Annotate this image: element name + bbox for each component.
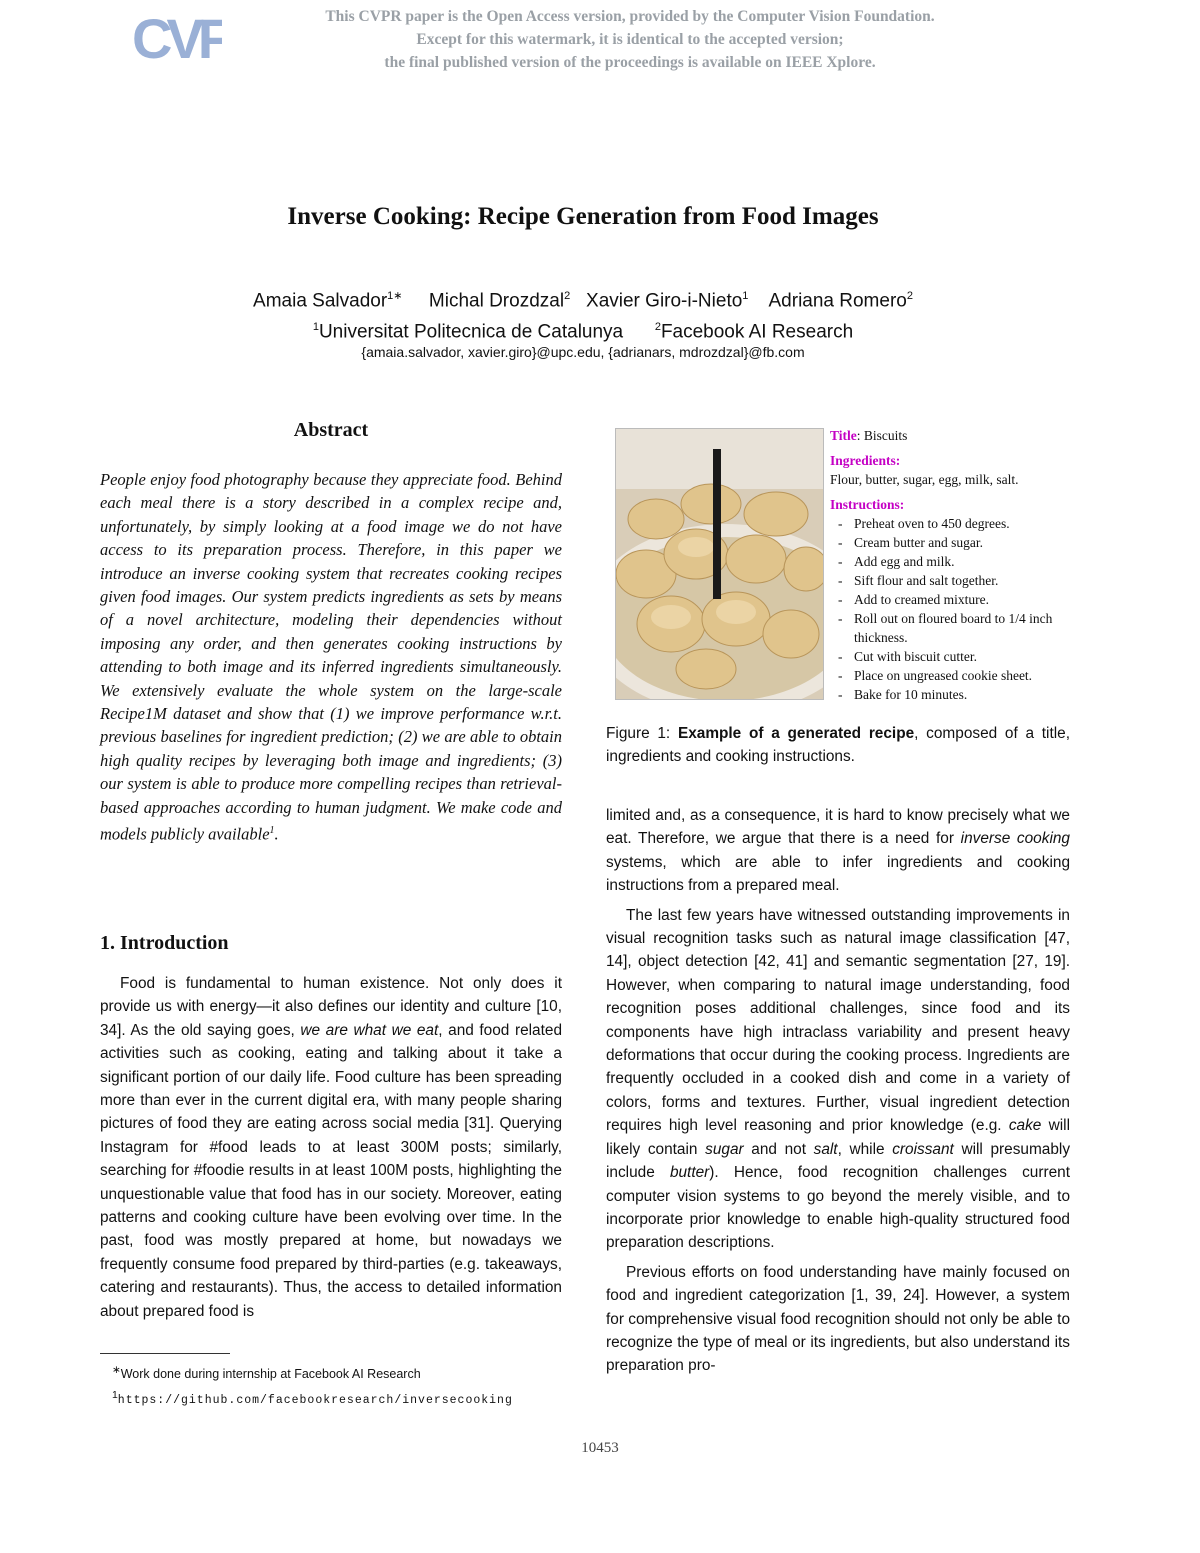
author-block — [0, 283, 1166, 346]
recipe-instructions — [830, 514, 1070, 704]
list-item: - Cut with biscuit cutter. — [830, 647, 1070, 666]
watermark-line: This CVPR paper is the Open Access version, provided by the Computer Vision Foundation. — [325, 8, 935, 25]
affiliation-sup: 2 — [654, 321, 661, 334]
affiliation-sup: 1 — [312, 321, 319, 334]
text-run: and not — [743, 1140, 814, 1158]
list-item: - Place on ungreased cookie sheet. — [830, 666, 1070, 685]
recipe-title: : Biscuits — [856, 428, 908, 443]
emphasis: inverse cooking — [960, 830, 1070, 848]
footnote — [112, 1385, 572, 1411]
caption-label: Figure 1: — [606, 725, 678, 742]
cvf-logo — [132, 8, 222, 68]
emphasis: sugar — [705, 1140, 744, 1158]
list-item: - Roll out on floured board to 1/4 inch thickness. — [830, 609, 1070, 647]
watermark-line: Except for this watermark, it is identical to the accepted version; — [416, 31, 844, 48]
text-run: limited and, as a consequence, it is hard to know precisely what we eat. Therefore, we argue that there is a need for — [606, 807, 1070, 848]
author-name: Adriana Romero — [768, 290, 907, 312]
right-column-text — [606, 804, 1070, 1384]
text-run: , and food related activities such as cooking, eating and talking about it take a significant portion of our daily life. Food culture has been spreading more than ever in the current digital era, with many people sharing pictures of food they are eating across social media [31]. Querying Instagram for #food leads to at least 300M posts; similarly, searching for #foodie results in at least 100M posts, highlighting the unquestionable value that food has in our society. Moreover, eating patterns and cooking culture have been evolving over time. In the past, food was mostly prepared at home, but nowadays we frequently consume food prepared by third-parties (e.g. takeaways, catering and restaurants). Thus, the access to detailed information about prepared food is — [100, 1021, 563, 1320]
text-run: will likely contain — [606, 1117, 1070, 1158]
paragraph — [606, 904, 1070, 1255]
emphasis: butter — [669, 1164, 710, 1182]
caption-text: , composed of a title, ingredients and cooking instructions. — [606, 725, 1071, 766]
affiliation-name: Facebook AI Research — [660, 321, 854, 343]
text-run: The last few years have witnessed outstanding improvements in visual recognition tasks such as natural image classification [47, 14], object detection [42, 41] and semantic segmentation [27, 19]. However, when comparing to natural image understanding, food recognition poses additional challenges, since food and its components have high intraclass variability and present heavy deformations that occur during the cooking process. Ingredients are frequently occluded in a cooked dish and come in a variety of colors, forms and textures. Further, visual ingredient detection requires high level reasoning and prior knowledge (e.g. — [606, 906, 1070, 1135]
footnote-mark: 1 — [112, 1390, 118, 1402]
affiliation-list — [0, 314, 1166, 345]
text-run: , while — [837, 1140, 893, 1158]
emphasis: croissant — [892, 1140, 954, 1158]
text-run: Food is fundamental to human existence. Not only does it provide us with energy—it also defines our identity and culture [10, 34]. As the old saying goes, — [100, 975, 562, 1039]
food-photo — [615, 428, 824, 700]
generated-recipe — [830, 426, 1070, 704]
text-run: will presumably include — [606, 1140, 1071, 1182]
recipe-label: Instructions: — [830, 497, 905, 512]
footnote — [112, 1360, 572, 1385]
intro-text — [100, 972, 562, 1323]
text-run: ). Hence, food recognition challenges current computer vision systems to go beyond the merely visible, and to incorporate prior knowledge to enable high-quality structured food preparation descriptions. — [606, 1164, 1070, 1252]
author-name: Michal Drozdzal — [428, 290, 565, 312]
recipe-label: Ingredients: — [830, 453, 901, 468]
list-item: - Sift flour and salt together. — [830, 571, 1070, 590]
page-number: 10453 — [581, 1440, 619, 1456]
abstract-body: People enjoy food photography because they appreciate food. Behind each meal there is a story described in a complex recipe and, unfortunately, by simply looking at a food image we do not have access to its preparation process. Therefore, in this paper we introduce an inverse cooking system that recreates cooking recipes given food images. Our system predicts ingredients as sets by means of a novel architecture, modeling their dependencies without imposing any order, and then generates cooking instructions by attending to both image and its inferred ingredients simultaneously. We extensively evaluate the whole system on the large-scale Recipe1M dataset and show that (1) we improve performance w.r.t. previous baselines for ingredient prediction; (2) we are able to obtain high quality recipes by leveraging both image and ingredients; (3) our system is able to produce more compelling recipes than retrieval-based approaches according to human judgment. We make code and models publicly available — [100, 470, 562, 844]
footnote-mark: ∗ — [112, 1365, 121, 1376]
food-photo-icon — [616, 429, 823, 699]
paragraph: Previous efforts on food understanding have mainly focused on food and ingredient categorization [1, 39, 24]. However, a system for comprehensive visual food recognition should not only be able to recognize the type of meal or its ingredients, but also understand its preparation pro- — [606, 1263, 1070, 1375]
caption-bold: Example of a generated recipe — [677, 725, 915, 742]
list-item: - Preheat oven to 450 degrees. — [830, 514, 1070, 533]
recipe-label: Title — [830, 428, 857, 443]
watermark-line: the final published version of the proceedings is available on IEEE Xplore. — [384, 54, 876, 71]
author-list — [0, 283, 1166, 314]
section-heading: 1. Introduction — [100, 932, 229, 954]
list-item: - Cream butter and sugar. — [830, 533, 1070, 552]
svg-text:CVF: CVF — [132, 8, 222, 68]
author-sup: 1 — [742, 290, 749, 302]
figure-caption — [606, 722, 1070, 769]
text-run: systems, which are able to infer ingredients and cooking instructions from a prepared meal. — [606, 853, 1070, 895]
author-name: Amaia Salvador — [253, 290, 388, 312]
author-emails: {amaia.salvador, xavier.giro}@upc.edu, {adrianars, mdrozdzal}@fb.com — [361, 344, 805, 360]
recipe-title-row — [830, 426, 1070, 445]
cvf-logo-icon — [132, 8, 222, 68]
recipe-ingredients: Flour, butter, sugar, egg, milk, salt. — [830, 472, 1019, 487]
author-name: Xavier Giro-i-Nieto — [586, 290, 743, 312]
footnote-text: Work done during internship at Facebook AI Research — [120, 1367, 421, 1382]
author-sup: 2 — [906, 290, 913, 302]
footnote-link[interactable]: https://github.com/facebookresearch/inversecooking — [117, 1394, 513, 1408]
abstract-end: . — [274, 824, 279, 844]
watermark — [250, 5, 1010, 74]
abstract-text — [100, 468, 562, 846]
list-item: - Add egg and milk. — [830, 552, 1070, 571]
footnotes — [112, 1360, 572, 1411]
paper-title: Inverse Cooking: Recipe Generation from Food Images — [287, 203, 879, 230]
emphasis: cake — [1008, 1117, 1042, 1135]
affiliation-name: Universitat Politecnica de Catalunya — [318, 321, 624, 343]
footnote-divider — [100, 1353, 230, 1354]
emphasis: salt — [813, 1140, 838, 1158]
emphasis: we are what we eat — [300, 1021, 439, 1039]
author-sup: 2 — [564, 290, 571, 302]
abstract-heading: Abstract — [293, 419, 369, 441]
footnote-mark: 1 — [269, 825, 275, 837]
paragraph — [100, 972, 562, 1323]
author-sup: 1∗ — [387, 290, 403, 302]
list-item: - Add to creamed mixture. — [830, 590, 1070, 609]
paragraph — [606, 804, 1070, 898]
list-item: - Bake for 10 minutes. — [830, 685, 1070, 704]
